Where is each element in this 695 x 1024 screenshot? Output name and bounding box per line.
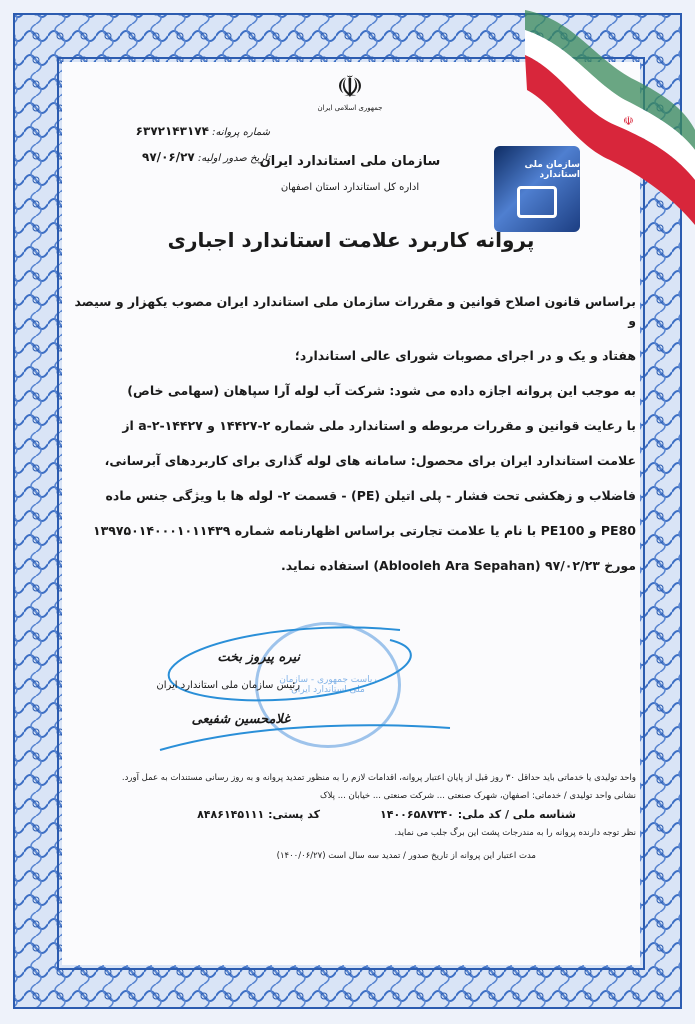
org-name: سازمان ملی استاندارد ایران — [259, 154, 441, 169]
standard-hologram — [494, 146, 580, 232]
emblem-caption: جمهوری اسلامی ایران — [317, 104, 383, 112]
license-number — [120, 124, 270, 138]
id-row — [70, 808, 636, 821]
postal-code — [197, 808, 320, 821]
national-id-label: شناسه ملی / کد ملی: — [457, 808, 576, 821]
certificate-text — [66, 292, 636, 591]
body-line: مورخ ۹۷/۰۲/۲۳ (Ablooleh Ara Sepahan) استفاده نماید. — [281, 558, 636, 573]
iran-emblem — [310, 72, 390, 112]
postal-code-label: کد پستی: — [268, 808, 321, 821]
license-number-label: شماره پروانه: — [212, 127, 270, 138]
certificate-title: پروانه کاربرد علامت استاندارد اجباری — [167, 228, 535, 252]
producer-address: نشانی واحد تولیدی / خدماتی: اصفهان، شهرک صنعتی ... شرکت صنعتی ... خیابان ... پلاک — [319, 791, 636, 801]
body-line: هفتاد و یک و در اجرای مصوبات شورای عالی استاندارد؛ — [294, 348, 636, 363]
body-line: به موجب این پروانه اجازه داده می شود: شرکت آب لوله آرا سپاهان (سهامی خاص) — [127, 383, 636, 398]
national-id — [380, 808, 576, 821]
certificate-footer — [70, 772, 636, 868]
national-id-value: ۱۴۰۰۶۵۸۷۳۴۰ — [380, 808, 454, 821]
stamp-text: ریاست جمهوری - سازمان ملی استاندارد ایران — [279, 675, 377, 695]
hologram-text: سازمان ملی استاندارد — [524, 160, 580, 180]
flag-emblem-icon: ☫ — [623, 114, 634, 128]
renewal-note: واحد تولیدی یا خدماتی باید حداقل ۳۰ روز قبل از پایان اعتبار پروانه، اقدامات لازم را به منظور تمدید پروانه و به روز رسانی مستندات به عمل آورد. — [121, 773, 636, 783]
signatory-name: نیره پیروز بخت — [217, 650, 300, 665]
issue-date-label: تاریخ صدور اولیه: — [197, 153, 270, 164]
body-line: فاضلاب و زهکشی تحت فشار - پلی اتیلن (PE) - قسمت ۲- لوله ها با ویژگی جنس ماده — [105, 488, 636, 503]
issue-date-value: ۹۷/۰۶/۲۷ — [142, 150, 195, 164]
body-line: PE80 و PE100 با نام یا علامت تجارتی براساس اظهارنامه شماره ۱۳۹۷۵۰۱۴۰۰۰۱۰۱۱۴۳۹ — [93, 523, 636, 538]
body-line: علامت استاندارد ایران برای محصول: سامانه های لوله گذاری برای کاربردهای آبرسانی، — [104, 453, 636, 468]
org-dept: اداره کل استاندارد استان اصفهان — [280, 182, 420, 193]
signatory-role: رئیس سازمان ملی استاندارد ایران — [156, 680, 300, 691]
second-signatory: غلامحسین شفیعی — [191, 712, 290, 727]
emblem-icon: ☫ — [336, 70, 364, 105]
postal-code-value: ۸۴۸۶۱۴۵۱۱۱ — [197, 808, 265, 821]
body-line: براساس قانون اصلاح قوانین و مقررات سازمان ملی استاندارد ایران مصوب یکهزار و سیصد و — [74, 294, 636, 328]
body-line: با رعایت قوانین و مقررات مربوطه و استاندارد ملی شماره ۲-۱۴۴۲۷ و a-۲-۱۴۴۲۷ از — [122, 418, 636, 433]
license-number-value: ۶۳۷۲۱۴۳۱۷۴ — [135, 124, 209, 138]
standard-logo-icon — [517, 186, 557, 218]
validity-note: مدت اعتبار این پروانه از تاریخ صدور / تمدید سه سال است (۱۴۰۰/۰۶/۲۷) — [276, 851, 536, 861]
attention-note: نظر توجه دارنده پروانه را به مندرجات پشت این برگ جلب می نماید. — [394, 828, 636, 838]
